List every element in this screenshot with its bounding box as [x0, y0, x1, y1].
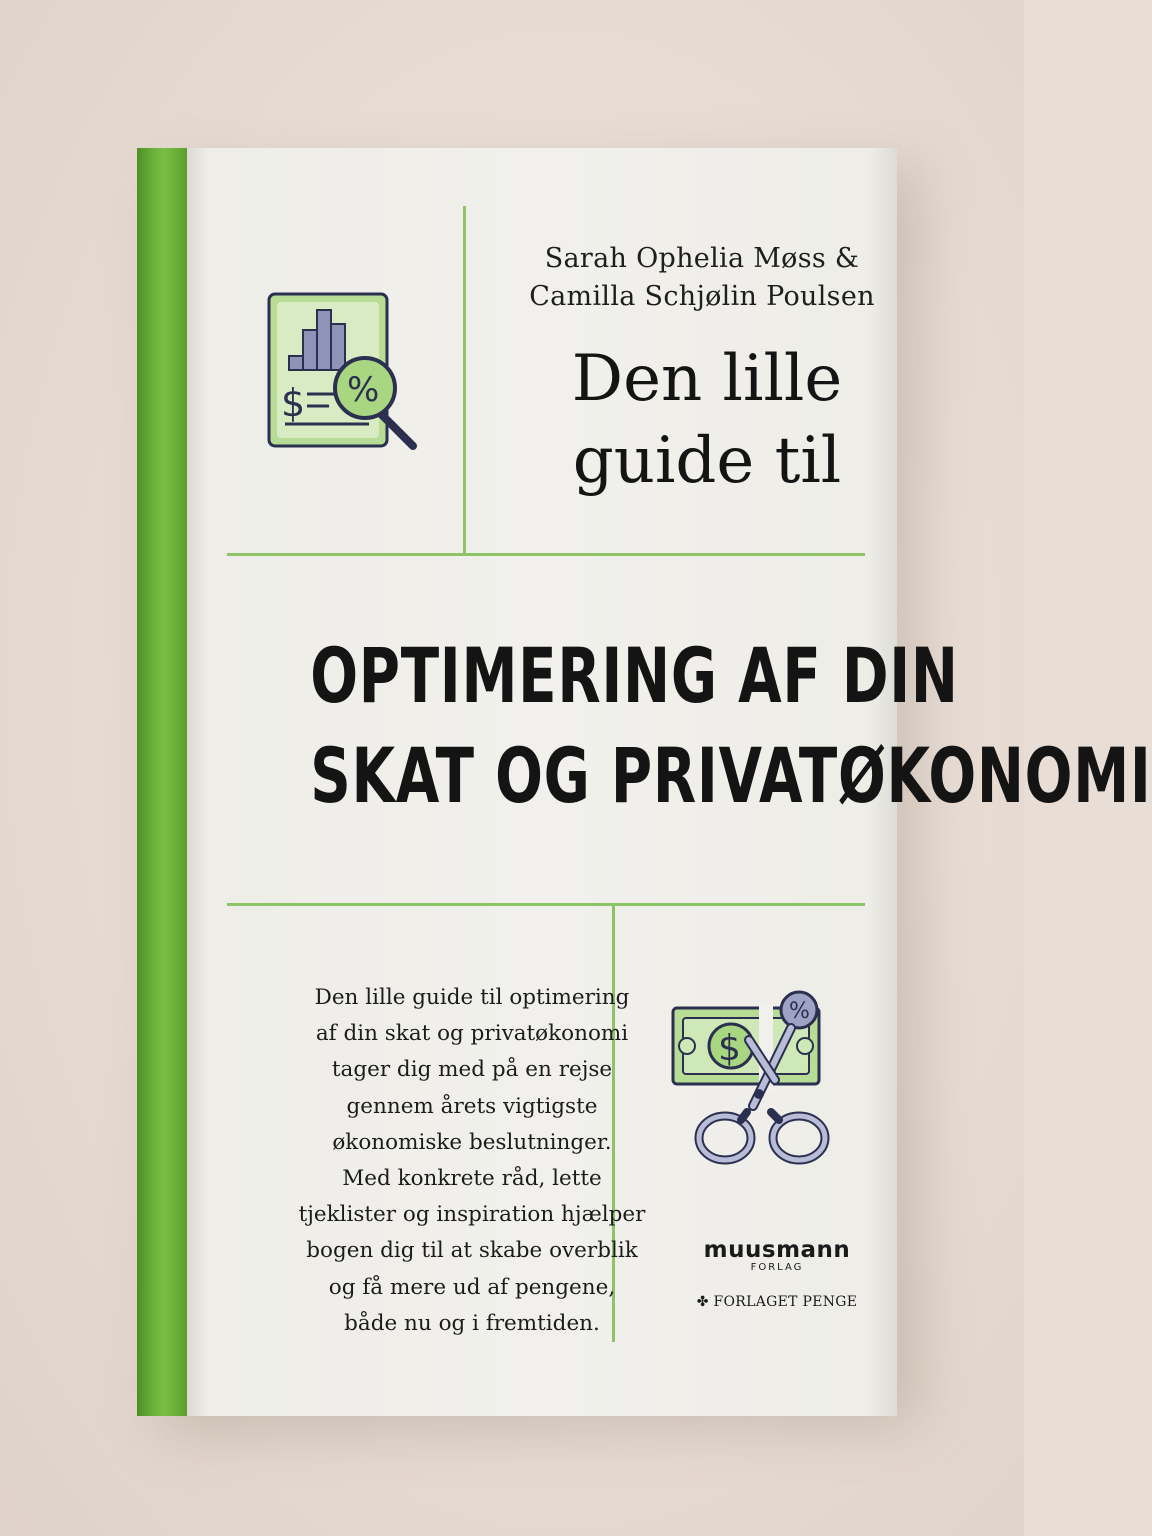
- author-line-2: Camilla Schjølin Poulsen: [529, 281, 875, 312]
- subtitle-line-1: Den lille: [571, 342, 843, 416]
- title-line-2: SKAT OG PRIVATØKONOMI: [310, 731, 1152, 820]
- blurb-line: af din skat og privatøkonomi: [315, 1021, 629, 1047]
- authors: [517, 240, 887, 316]
- tax-document-magnifier-icon: [263, 288, 433, 458]
- subtitle: [517, 338, 897, 502]
- dollar-sign: $: [718, 1028, 741, 1069]
- publisher-sub: FORLAG: [750, 1262, 804, 1273]
- book-spine: [137, 148, 187, 1416]
- blurb: [277, 980, 667, 1342]
- divider-top-vertical: [463, 206, 466, 554]
- title-line-1: OPTIMERING AF DIN: [310, 631, 959, 720]
- publisher-name: muusmann: [703, 1237, 851, 1263]
- blurb-line: gennem årets vigtigste: [346, 1093, 598, 1119]
- percent-sign: %: [347, 370, 380, 410]
- imprint-name: ✤ FORLAGET PENGE: [696, 1294, 858, 1310]
- subtitle-line-2: guide til: [572, 424, 842, 498]
- blurb-line: bogen dig til at skabe overblik: [306, 1238, 638, 1264]
- author-line-1: Sarah Ophelia Møss &: [544, 243, 860, 274]
- dollar-sign: $: [281, 381, 306, 425]
- blurb-line: tjeklister og inspiration hjælper: [298, 1202, 646, 1228]
- blurb-line: Den lille guide til optimering: [314, 985, 630, 1010]
- divider-lower-horizontal: [227, 903, 865, 906]
- percent-sign: %: [789, 999, 810, 1024]
- book: [137, 148, 1152, 1416]
- blurb-line: både nu og i fremtiden.: [344, 1310, 600, 1336]
- publisher-logo: [687, 1238, 867, 1274]
- divider-upper-horizontal: [227, 553, 865, 556]
- money-scissors-icon: [667, 988, 847, 1188]
- book-cover: [187, 148, 1152, 1416]
- blurb-line: tager dig med på en rejse: [331, 1057, 613, 1083]
- book-title: [227, 626, 1152, 826]
- blurb-line: Med konkrete råd, lette: [342, 1166, 602, 1192]
- blurb-line: økonomiske beslutninger.: [332, 1129, 612, 1155]
- blurb-line: og få mere ud af pengene,: [328, 1274, 616, 1300]
